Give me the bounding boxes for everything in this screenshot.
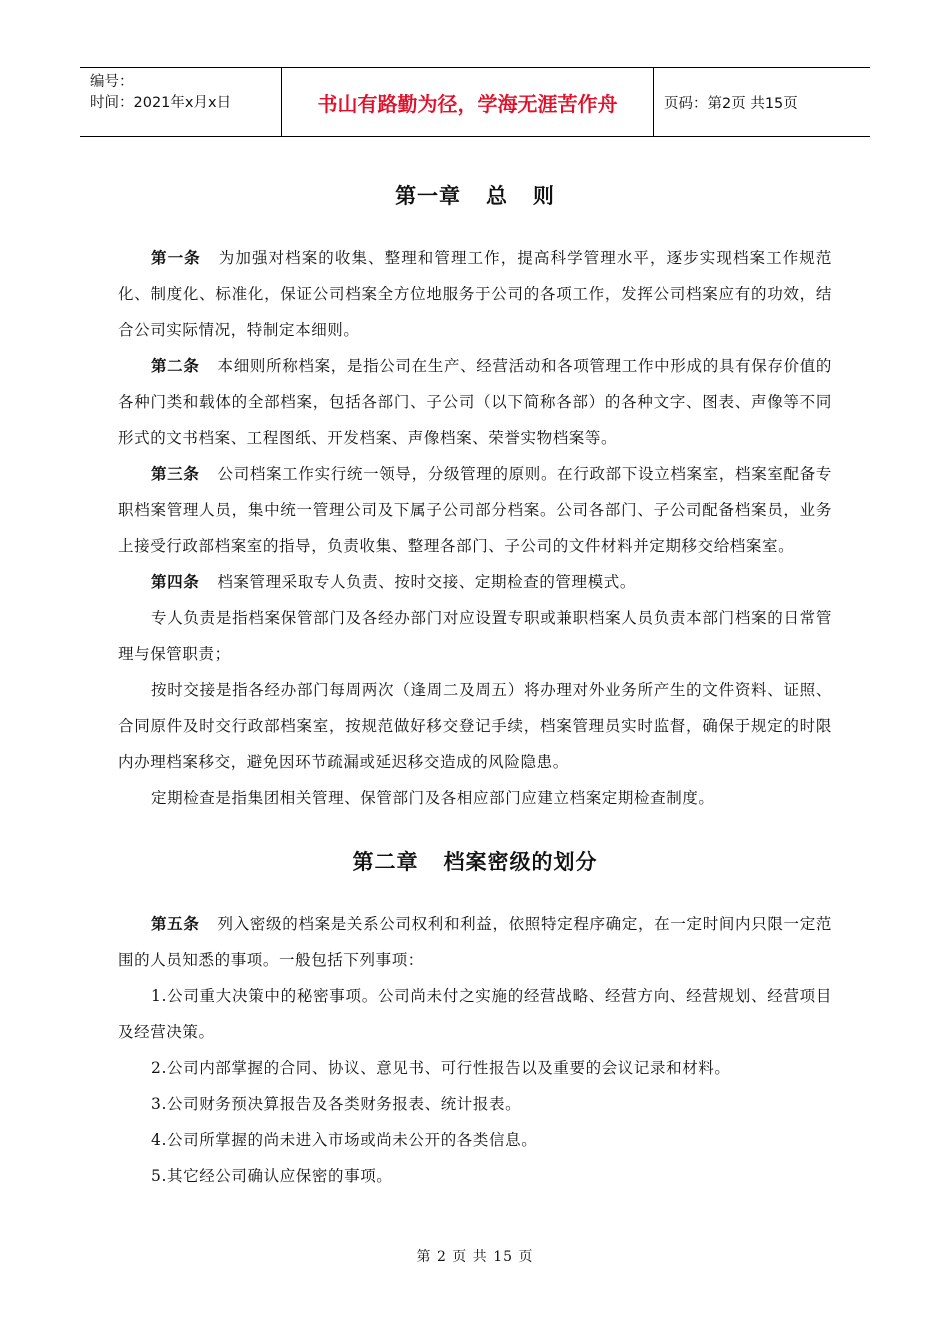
document-body	[118, 180, 832, 1194]
list-item: 1.公司重大决策中的秘密事项。公司尚未付之实施的经营战略、经营方向、经营规划、经营项目及经营决策。	[118, 987, 832, 1041]
article-2	[118, 348, 832, 456]
body-paragraph: 按时交接是指各经办部门每周两次（逢周二及周五）将办理对外业务所产生的文件资料、证照、合同原件及时交行政部档案室，按规范做好移交登记手续，档案管理员实时监督，确保于规定的时限内办理档案移交，避免因环节疏漏或延迟移交造成的风险隐患。	[118, 681, 832, 771]
body-paragraph: 定期检查是指集团相关管理、保管部门及各相应部门应建立档案定期检查制度。	[151, 789, 715, 807]
article-label: 第三条	[151, 465, 200, 483]
article-label: 第一条	[151, 249, 201, 267]
document-time-label: 时间：2021年x月x日	[90, 95, 232, 111]
page-header	[80, 67, 870, 137]
page-footer: 第 2 页 共 15 页	[416, 1249, 534, 1265]
article-label: 第二条	[151, 357, 200, 375]
list-item: 4.公司所掌握的尚未进入市场或尚未公开的各类信息。	[151, 1131, 538, 1149]
article-text: 档案管理采取专人负责、按时交接、定期检查的管理模式。	[217, 573, 636, 591]
article-3	[118, 456, 832, 564]
list-item: 2.公司内部掌握的合同、协议、意见书、可行性报告以及重要的会议记录和材料。	[151, 1059, 731, 1077]
list-item: 3.公司财务预决算报告及各类财务报表、统计报表。	[151, 1095, 522, 1113]
article-text: 本细则所称档案，是指公司在生产、经营活动和各项管理工作中形成的具有保存价值的各种门类和载体的全部档案，包括各部门、子公司（以下简称各部）的各种文字、图表、声像等不同形式的文书档案、工程图纸、开发档案、声像档案、荣誉实物档案等。	[118, 357, 832, 447]
header-motto: 书山有路勤为径，学海无涯苦作舟	[281, 68, 654, 136]
body-paragraph: 专人负责是指档案保管部门及各经办部门对应设置专职或兼职档案人员负责本部门档案的日常管理与保管职责；	[118, 609, 832, 663]
article-text: 为加强对档案的收集、整理和管理工作，提高科学管理水平，逐步实现档案工作规范化、制度化、标准化，保证公司档案全方位地服务于公司的各项工作，发挥公司档案应有的功效，结合公司实际情况，特制定本细则。	[118, 249, 832, 339]
document-number-label: 编号：	[90, 74, 134, 90]
article-4	[118, 564, 832, 600]
article-text: 公司档案工作实行统一领导，分级管理的原则。在行政部下设立档案室，档案室配备专职档案管理人员，集中统一管理公司及下属子公司部分档案。公司各部门、子公司配备档案员，业务上接受行政部档案室的指导，负责收集、整理各部门、子公司的文件材料并定期移交给档案室。	[118, 465, 832, 555]
article-text: 列入密级的档案是关系公司权利和利益，依照特定程序确定，在一定时间内只限一定范围的人员知悉的事项。一般包括下列事项：	[118, 915, 832, 969]
chapter-2-title: 第二章 档案密级的划分	[352, 850, 598, 874]
article-label: 第五条	[151, 915, 200, 933]
header-page-info: 页码：第2页 共15页	[664, 95, 798, 112]
article-5	[118, 906, 832, 978]
header-meta	[80, 68, 281, 136]
chapter-1-title: 第一章 总 则	[395, 184, 555, 208]
article-1	[118, 240, 832, 348]
article-label: 第四条	[151, 573, 200, 591]
list-item: 5.其它经公司确认应保密的事项。	[151, 1167, 393, 1185]
